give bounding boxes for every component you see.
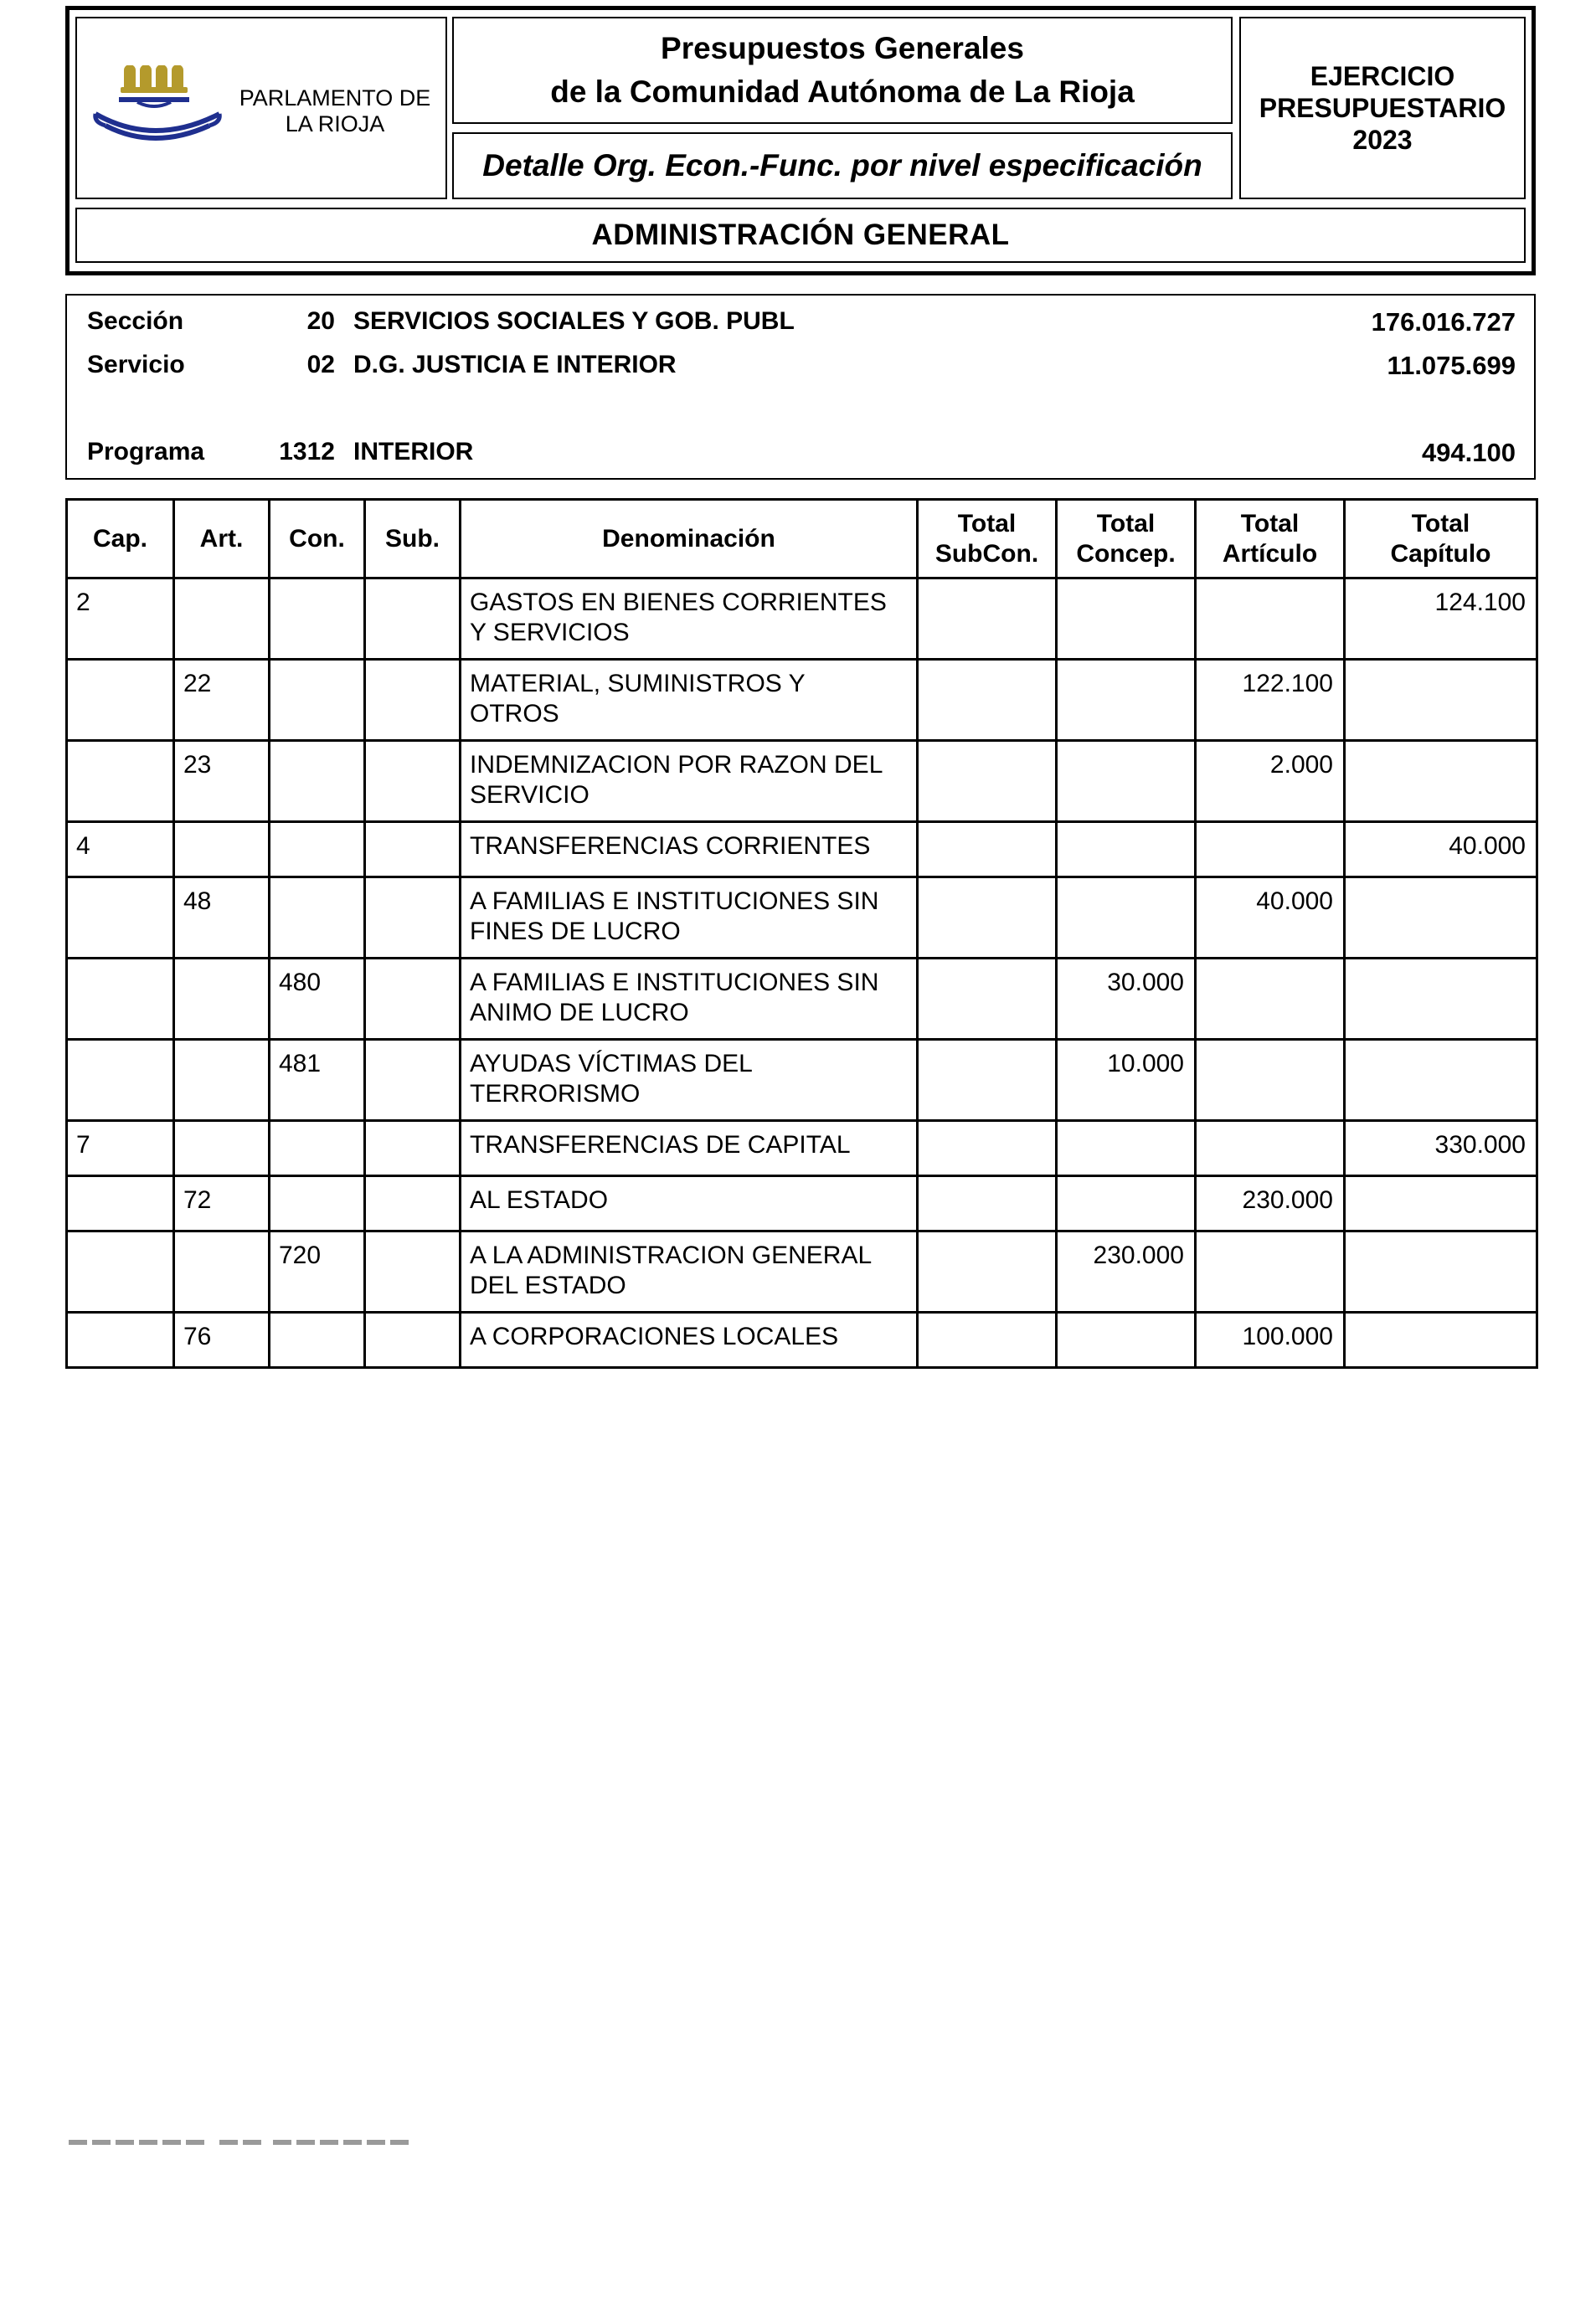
cell-total-subcon: [918, 959, 1057, 1040]
header-subcon-line1: Total: [957, 509, 1017, 537]
title-box: [452, 17, 1233, 124]
cell-total-subcon: [918, 660, 1057, 741]
header-capitulo-line1: Total: [1411, 509, 1470, 537]
denominacion-line1: TRANSFERENCIAS DE CAPITAL: [470, 1131, 851, 1159]
cell-total-capitulo: 124.100: [1345, 578, 1537, 660]
cell-total-articulo: 230.000: [1196, 1176, 1345, 1231]
denominacion-line1: AYUDAS VÍCTIMAS DEL: [470, 1050, 753, 1077]
year-line3: 2023: [1352, 125, 1413, 155]
header-concep-line2: Concep.: [1076, 539, 1176, 568]
header-capitulo-line2: Capítulo: [1390, 539, 1491, 568]
section-info: [65, 294, 1536, 480]
cell-sub: [365, 822, 461, 877]
programa-amount: 494.100: [1421, 438, 1516, 467]
cell-art: [174, 1121, 270, 1176]
programa-name: INTERIOR: [353, 438, 474, 465]
table-row: [67, 959, 1537, 1040]
cell-total-concep: [1057, 1313, 1196, 1368]
cell-sub: [365, 1040, 461, 1121]
table-row: [67, 1176, 1537, 1231]
cell-denominacion: [461, 1121, 918, 1176]
seccion-code: 20: [306, 307, 335, 335]
programa-label: Programa: [87, 438, 205, 465]
cell-total-subcon: [918, 877, 1057, 959]
seccion-amount: 176.016.727: [1371, 307, 1516, 337]
cell-con: [270, 822, 365, 877]
cell-cap: [67, 1231, 174, 1313]
servicio-name: D.G. JUSTICIA E INTERIOR: [353, 351, 677, 378]
cell-sub: [365, 660, 461, 741]
cell-total-concep: 10.000: [1057, 1040, 1196, 1121]
table-row: [67, 1231, 1537, 1313]
cell-total-articulo: [1196, 1231, 1345, 1313]
denominacion-line1: TRANSFERENCIAS CORRIENTES: [470, 832, 871, 860]
cell-sub: [365, 1313, 461, 1368]
cell-cap: 7: [67, 1121, 174, 1176]
cell-con: 481: [270, 1040, 365, 1121]
cell-total-articulo: [1196, 959, 1345, 1040]
cell-cap: [67, 1176, 174, 1231]
cell-cap: [67, 1313, 174, 1368]
header-cap: Cap.: [67, 500, 174, 578]
cell-denominacion: [461, 1176, 918, 1231]
cell-cap: [67, 877, 174, 959]
header-total-subcon: [918, 500, 1057, 578]
cell-total-subcon: [918, 1040, 1057, 1121]
cell-con: 480: [270, 959, 365, 1040]
cell-cap: 4: [67, 822, 174, 877]
cell-cap: [67, 959, 174, 1040]
denominacion-line2: FINES DE LUCRO: [470, 918, 681, 945]
denominacion-line1: A CORPORACIONES LOCALES: [470, 1323, 839, 1350]
denominacion-line1: A LA ADMINISTRACION GENERAL: [470, 1242, 873, 1269]
year-line1: EJERCICIO: [1310, 61, 1455, 91]
cell-denominacion: [461, 578, 918, 660]
cell-con: [270, 877, 365, 959]
header-con: Con.: [270, 500, 365, 578]
cell-total-subcon: [918, 1121, 1057, 1176]
cell-total-concep: [1057, 1176, 1196, 1231]
denominacion-line2: OTROS: [470, 700, 559, 728]
table-row: [67, 741, 1537, 822]
header-art: Art.: [174, 500, 270, 578]
denominacion-line2: ANIMO DE LUCRO: [470, 999, 689, 1026]
header-total-concep: [1057, 500, 1196, 578]
cell-total-concep: [1057, 822, 1196, 877]
cell-total-capitulo: [1345, 1231, 1537, 1313]
cell-sub: [365, 741, 461, 822]
seccion-name: SERVICIOS SOCIALES Y GOB. PUBL: [353, 307, 795, 335]
cell-cap: [67, 741, 174, 822]
denominacion-line1: AL ESTADO: [470, 1186, 609, 1214]
table-row: [67, 822, 1537, 877]
cell-total-articulo: 40.000: [1196, 877, 1345, 959]
table-row: [67, 578, 1537, 660]
cell-denominacion: [461, 877, 918, 959]
cell-denominacion: [461, 660, 918, 741]
cell-total-capitulo: [1345, 1313, 1537, 1368]
cell-sub: [365, 877, 461, 959]
cell-total-concep: 30.000: [1057, 959, 1196, 1040]
cell-total-articulo: 122.100: [1196, 660, 1345, 741]
page-subtitle: Detalle Org. Econ.-Func. por nivel especificación: [482, 148, 1202, 183]
org-name-line2: LA RIOJA: [285, 111, 385, 136]
cell-con: [270, 660, 365, 741]
cell-sub: [365, 1121, 461, 1176]
admin-box: [75, 208, 1526, 263]
year-line2: PRESUPUESTARIO: [1259, 93, 1506, 123]
cell-total-capitulo: [1345, 959, 1537, 1040]
cell-total-capitulo: [1345, 877, 1537, 959]
cell-total-capitulo: 330.000: [1345, 1121, 1537, 1176]
title-line1: Presupuestos Generales: [661, 31, 1024, 65]
table-row: [67, 1313, 1537, 1368]
cell-total-subcon: [918, 1176, 1057, 1231]
table-row: [67, 1040, 1537, 1121]
cell-con: 720: [270, 1231, 365, 1313]
table-row: [67, 660, 1537, 741]
cell-cap: [67, 660, 174, 741]
admin-title: ADMINISTRACIÓN GENERAL: [591, 219, 1010, 251]
cell-sub: [365, 959, 461, 1040]
denominacion-line1: INDEMNIZACION POR RAZON DEL: [470, 751, 883, 779]
fiscal-year: [1259, 60, 1506, 156]
org-name: [234, 85, 435, 137]
budget-table: [65, 498, 1538, 1369]
subtitle-box: [452, 132, 1233, 199]
header-articulo-line2: Artículo: [1222, 539, 1318, 568]
seccion-label: Sección: [87, 307, 184, 335]
cell-total-capitulo: [1345, 660, 1537, 741]
servicio-label: Servicio: [87, 351, 185, 378]
cell-con: [270, 741, 365, 822]
cell-total-concep: [1057, 578, 1196, 660]
header-denominacion: Denominación: [461, 500, 918, 578]
cell-sub: [365, 1176, 461, 1231]
cell-con: [270, 1176, 365, 1231]
cell-art: 22: [174, 660, 270, 741]
cell-denominacion: [461, 959, 918, 1040]
cell-total-subcon: [918, 1231, 1057, 1313]
denominacion-line1: A FAMILIAS E INSTITUCIONES SIN: [470, 887, 879, 915]
denominacion-line1: GASTOS EN BIENES CORRIENTES: [470, 589, 887, 616]
cell-con: [270, 578, 365, 660]
cell-total-articulo: 2.000: [1196, 741, 1345, 822]
cell-art: 76: [174, 1313, 270, 1368]
denominacion-line2: TERRORISMO: [470, 1080, 641, 1108]
cell-cap: 2: [67, 578, 174, 660]
cell-total-capitulo: [1345, 1040, 1537, 1121]
cropped-footer-text-icon: [67, 2133, 419, 2147]
cell-sub: [365, 578, 461, 660]
cell-total-concep: [1057, 660, 1196, 741]
cell-total-articulo: 100.000: [1196, 1313, 1345, 1368]
cell-art: 23: [174, 741, 270, 822]
table-row: [67, 1121, 1537, 1176]
cell-con: [270, 1121, 365, 1176]
cell-cap: [67, 1040, 174, 1121]
servicio-amount: 11.075.699: [1387, 351, 1516, 380]
cell-total-concep: [1057, 1121, 1196, 1176]
parliament-crown-logo-icon: [90, 65, 231, 156]
header-articulo-line1: Total: [1240, 509, 1300, 537]
cell-total-concep: [1057, 741, 1196, 822]
cropped-footer-mark: [67, 2133, 419, 2147]
cell-art: [174, 959, 270, 1040]
cell-denominacion: [461, 1040, 918, 1121]
year-box: [1239, 17, 1526, 199]
programa-code: 1312: [279, 438, 335, 465]
header-sub: Sub.: [365, 500, 461, 578]
cell-denominacion: [461, 741, 918, 822]
cell-total-capitulo: [1345, 741, 1537, 822]
cell-total-subcon: [918, 578, 1057, 660]
cell-total-concep: [1057, 877, 1196, 959]
cell-total-subcon: [918, 741, 1057, 822]
cell-art: [174, 822, 270, 877]
cell-total-subcon: [918, 822, 1057, 877]
cell-total-articulo: [1196, 578, 1345, 660]
table-header-row: [67, 500, 1537, 578]
denominacion-line2: SERVICIO: [470, 781, 589, 809]
cell-denominacion: [461, 1313, 918, 1368]
header-concep-line1: Total: [1096, 509, 1156, 537]
cell-denominacion: [461, 1231, 918, 1313]
header-total-capitulo: [1345, 500, 1537, 578]
header-subcon-line2: SubCon.: [934, 539, 1039, 568]
logo-box: [75, 17, 447, 199]
cell-total-subcon: [918, 1313, 1057, 1368]
cell-total-articulo: [1196, 1040, 1345, 1121]
servicio-code: 02: [306, 351, 335, 378]
title-line2: de la Comunidad Autónoma de La Rioja: [550, 75, 1135, 109]
cell-con: [270, 1313, 365, 1368]
page-title: [550, 27, 1135, 114]
cell-art: [174, 1231, 270, 1313]
cell-art: 72: [174, 1176, 270, 1231]
cell-total-concep: 230.000: [1057, 1231, 1196, 1313]
header-total-articulo: [1196, 500, 1345, 578]
cell-total-capitulo: [1345, 1176, 1537, 1231]
cell-art: 48: [174, 877, 270, 959]
cell-total-capitulo: 40.000: [1345, 822, 1537, 877]
denominacion-line1: A FAMILIAS E INSTITUCIONES SIN: [470, 969, 879, 996]
cell-art: [174, 578, 270, 660]
cell-total-articulo: [1196, 1121, 1345, 1176]
table-row: [67, 877, 1537, 959]
cell-denominacion: [461, 822, 918, 877]
denominacion-line1: MATERIAL, SUMINISTROS Y: [470, 670, 806, 697]
denominacion-line2: DEL ESTADO: [470, 1272, 626, 1299]
cell-art: [174, 1040, 270, 1121]
denominacion-line2: Y SERVICIOS: [470, 619, 630, 646]
cell-sub: [365, 1231, 461, 1313]
org-name-line1: PARLAMENTO DE: [239, 85, 431, 111]
cell-total-articulo: [1196, 822, 1345, 877]
